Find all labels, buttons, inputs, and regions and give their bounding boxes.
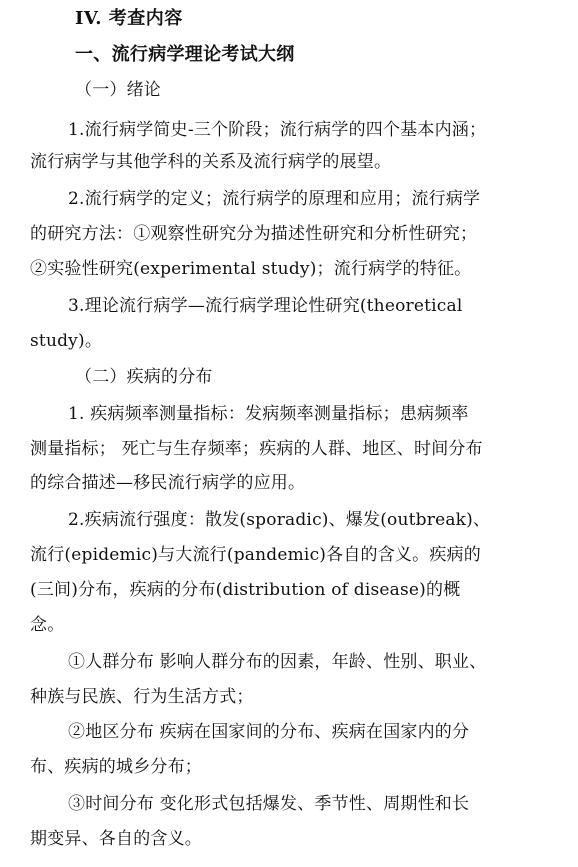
paragraph-line: 2.疾病流行强度：散发(sporadic)、爆发(outbreak)、 [68,510,491,530]
paragraph-line: ③时间分布 变化形式包括爆发、季节性、周期性和长 [68,794,470,814]
paragraph-line: 种族与民族、行为生活方式； [30,687,254,707]
paragraph-line: 期变异、各自的含义。 [30,829,202,849]
paragraph-line: 的综合描述—移民流行病学的应用。 [30,473,306,493]
paragraph-line: 布、疾病的城乡分布； [30,757,202,777]
paragraph-line: 流行病学与其他学科的关系及流行病学的展望。 [30,152,392,172]
section-title: IV. 考查内容 [75,8,183,29]
paragraph-line: 念。 [30,615,65,635]
paragraph-line: ②地区分布 疾病在国家间的分布、疾病在国家内的分 [68,722,470,742]
paragraph-line: 流行(epidemic)与大流行(pandemic)各自的含义。疾病的 [30,545,481,565]
paragraph-line: 3.理论流行病学—流行病学理论性研究(theoretical [68,296,463,316]
paragraph-line: 1. 疾病频率测量指标：发病频率测量指标；患病频率 [68,404,469,424]
paragraph-line: 的研究方法：①观察性研究分为描述性研究和分析性研究； [30,224,478,244]
subsection-heading-distribution: （二）疾病的分布 [75,367,213,387]
paragraph-line: 测量指标； 死亡与生存频率；疾病的人群、地区、时间分布 [30,439,483,459]
paragraph-line: 2.流行病学的定义；流行病学的原理和应用；流行病学 [68,189,481,209]
paragraph-line: 1.流行病学简史-三个阶段；流行病学的四个基本内涵； [68,120,487,140]
subsection-heading-intro: （一）绪论 [75,80,161,100]
paragraph-line: (三间)分布，疾病的分布(distribution of disease)的概 [30,580,461,600]
paragraph-line: ②实验性研究(experimental study)；流行病学的特征。 [30,259,472,279]
paragraph-line: study)。 [30,331,103,351]
part-title: 一、流行病学理论考试大纲 [75,44,295,65]
paragraph-line: ①人群分布 影响人群分布的因素，年龄、性别、职业、 [68,652,487,672]
